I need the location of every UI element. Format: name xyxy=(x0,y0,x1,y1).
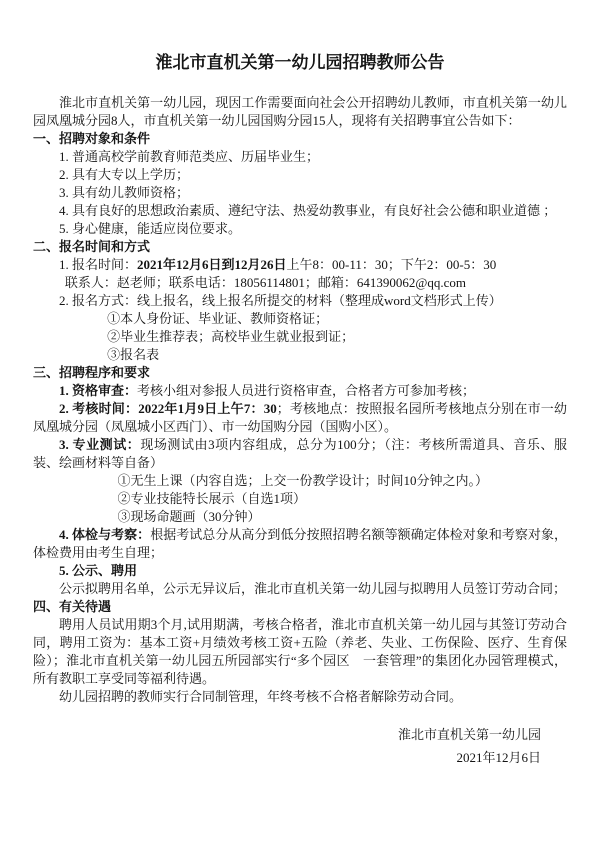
professional-test-text: 现场测试由3项内容组成，总分为100分；（注：考核所需道具、音乐、服装、绘画材料等自备） xyxy=(33,437,567,470)
document-title: 淮北市直机关第一幼儿园招聘教师公告 xyxy=(155,53,445,72)
benefits-paragraph-2: 幼儿园招聘的教师实行合同制管理，年终考核不合格者解除劳动合同。 xyxy=(59,689,463,704)
publicity-label: 5. 公示、聘用 xyxy=(59,563,138,578)
professional-test-label: 3. 专业测试： xyxy=(59,437,141,452)
contact-line: 联系人：赵老师；联系电话：18056114801；邮箱：641390062@qq.com xyxy=(64,275,466,290)
physical-exam-text: 根据考试总分从高分到低分按照招聘名额等额确定体检对象和考察对象，体检费用由考生自理； xyxy=(33,527,567,560)
procedure-item-exam-time xyxy=(33,400,567,436)
section4-heading: 四、有关待遇 xyxy=(33,599,112,614)
condition-item-3: 3. 具有幼儿教师资格； xyxy=(59,185,190,200)
test-item-2: ②专业技能特长展示（自选1项） xyxy=(117,491,307,506)
condition-item-5: 5. 身心健康，能适应岗位要求。 xyxy=(59,221,242,236)
registration-method-item: 2. 报名方式：线上报名，线上报名所提交的材料（整理成word文档形式上传） xyxy=(59,293,502,308)
condition-item-4: 4. 具有良好的思想政治素质、遵纪守法、热爱幼教事业，有良好社会公德和职业道德 ； xyxy=(59,203,557,218)
section2-heading: 二、报名时间和方式 xyxy=(33,239,151,254)
material-item-1: ①本人身份证、毕业证、教师资格证； xyxy=(107,311,329,326)
signature-block xyxy=(33,723,567,769)
exam-time-label: 2. 考核时间：2022年1月9日上午7：30 xyxy=(59,401,277,416)
publicity-paragraph: 公示拟聘用名单，公示无异议后，淮北市直机关第一幼儿园与拟聘用人员签订劳动合同； xyxy=(59,581,567,596)
procedure-item-qualification xyxy=(33,382,567,400)
condition-item-2: 2. 具有大专以上学历； xyxy=(59,167,190,182)
material-item-3: ③报名表 xyxy=(107,347,160,362)
registration-time-item xyxy=(33,256,567,274)
registration-time-label: 1. 报名时间： xyxy=(59,257,138,272)
procedure-item-physical-exam xyxy=(33,526,567,562)
material-item-2: ②毕业生推荐表；高校毕业生就业报到证； xyxy=(107,329,355,344)
section3-heading: 三、招聘程序和要求 xyxy=(33,365,151,380)
signature-organization: 淮北市直机关第一幼儿园 xyxy=(397,727,541,742)
registration-date-range: 2021年12月6日到12月26日 xyxy=(137,257,287,272)
benefits-paragraph-1: 聘用人员试用期3个月,试用期满，考核合格者，淮北市直机关第一幼儿园与其签订劳动合同，聘用工资为：基本工资+月绩效考核工资+五险（养老、失业、工伤保险、医疗、生育保险）；淮北市直机关第一幼儿园五所园部实行“多个园区 一套管理”的集团化办园管理模式，所有教职工享受同等福利待遇。 xyxy=(33,617,567,686)
registration-hours: 上午8：00-11：30；下午2：00-5：30 xyxy=(286,257,497,272)
test-item-1: ①无生上课（内容自选；上交一份教学设计；时间10分钟之内。） xyxy=(117,473,489,488)
condition-item-1: 1. 普通高校学前教育师范类应、历届毕业生； xyxy=(59,149,320,164)
qualification-label: 1. 资格审查： xyxy=(59,383,138,398)
procedure-item-professional-test xyxy=(33,436,567,472)
test-item-3: ③现场命题画（30分钟） xyxy=(117,509,261,524)
qualification-text: 考核小组对参报人员进行资格审查，合格者方可参加考核； xyxy=(137,383,476,398)
intro-paragraph: 淮北市直机关第一幼儿园，现因工作需要面向社会公开招聘幼儿教师，市直机关第一幼儿园凤凰城分园8人，市直机关第一幼儿园国购分园15人，现将有关招聘事宜公告如下： xyxy=(33,95,567,128)
section1-heading: 一、招聘对象和条件 xyxy=(33,131,151,146)
procedure-item-publicity xyxy=(33,562,567,580)
exam-time-text: ；考核地点：按照报名园所考核地点分别在市一幼凤凰城分园（凤凰城小区西门）、市一幼国购分园（国购小区）。 xyxy=(33,401,567,434)
physical-exam-label: 4. 体检与考察： xyxy=(59,527,151,542)
signature-date: 2021年12月6日 xyxy=(456,750,541,765)
